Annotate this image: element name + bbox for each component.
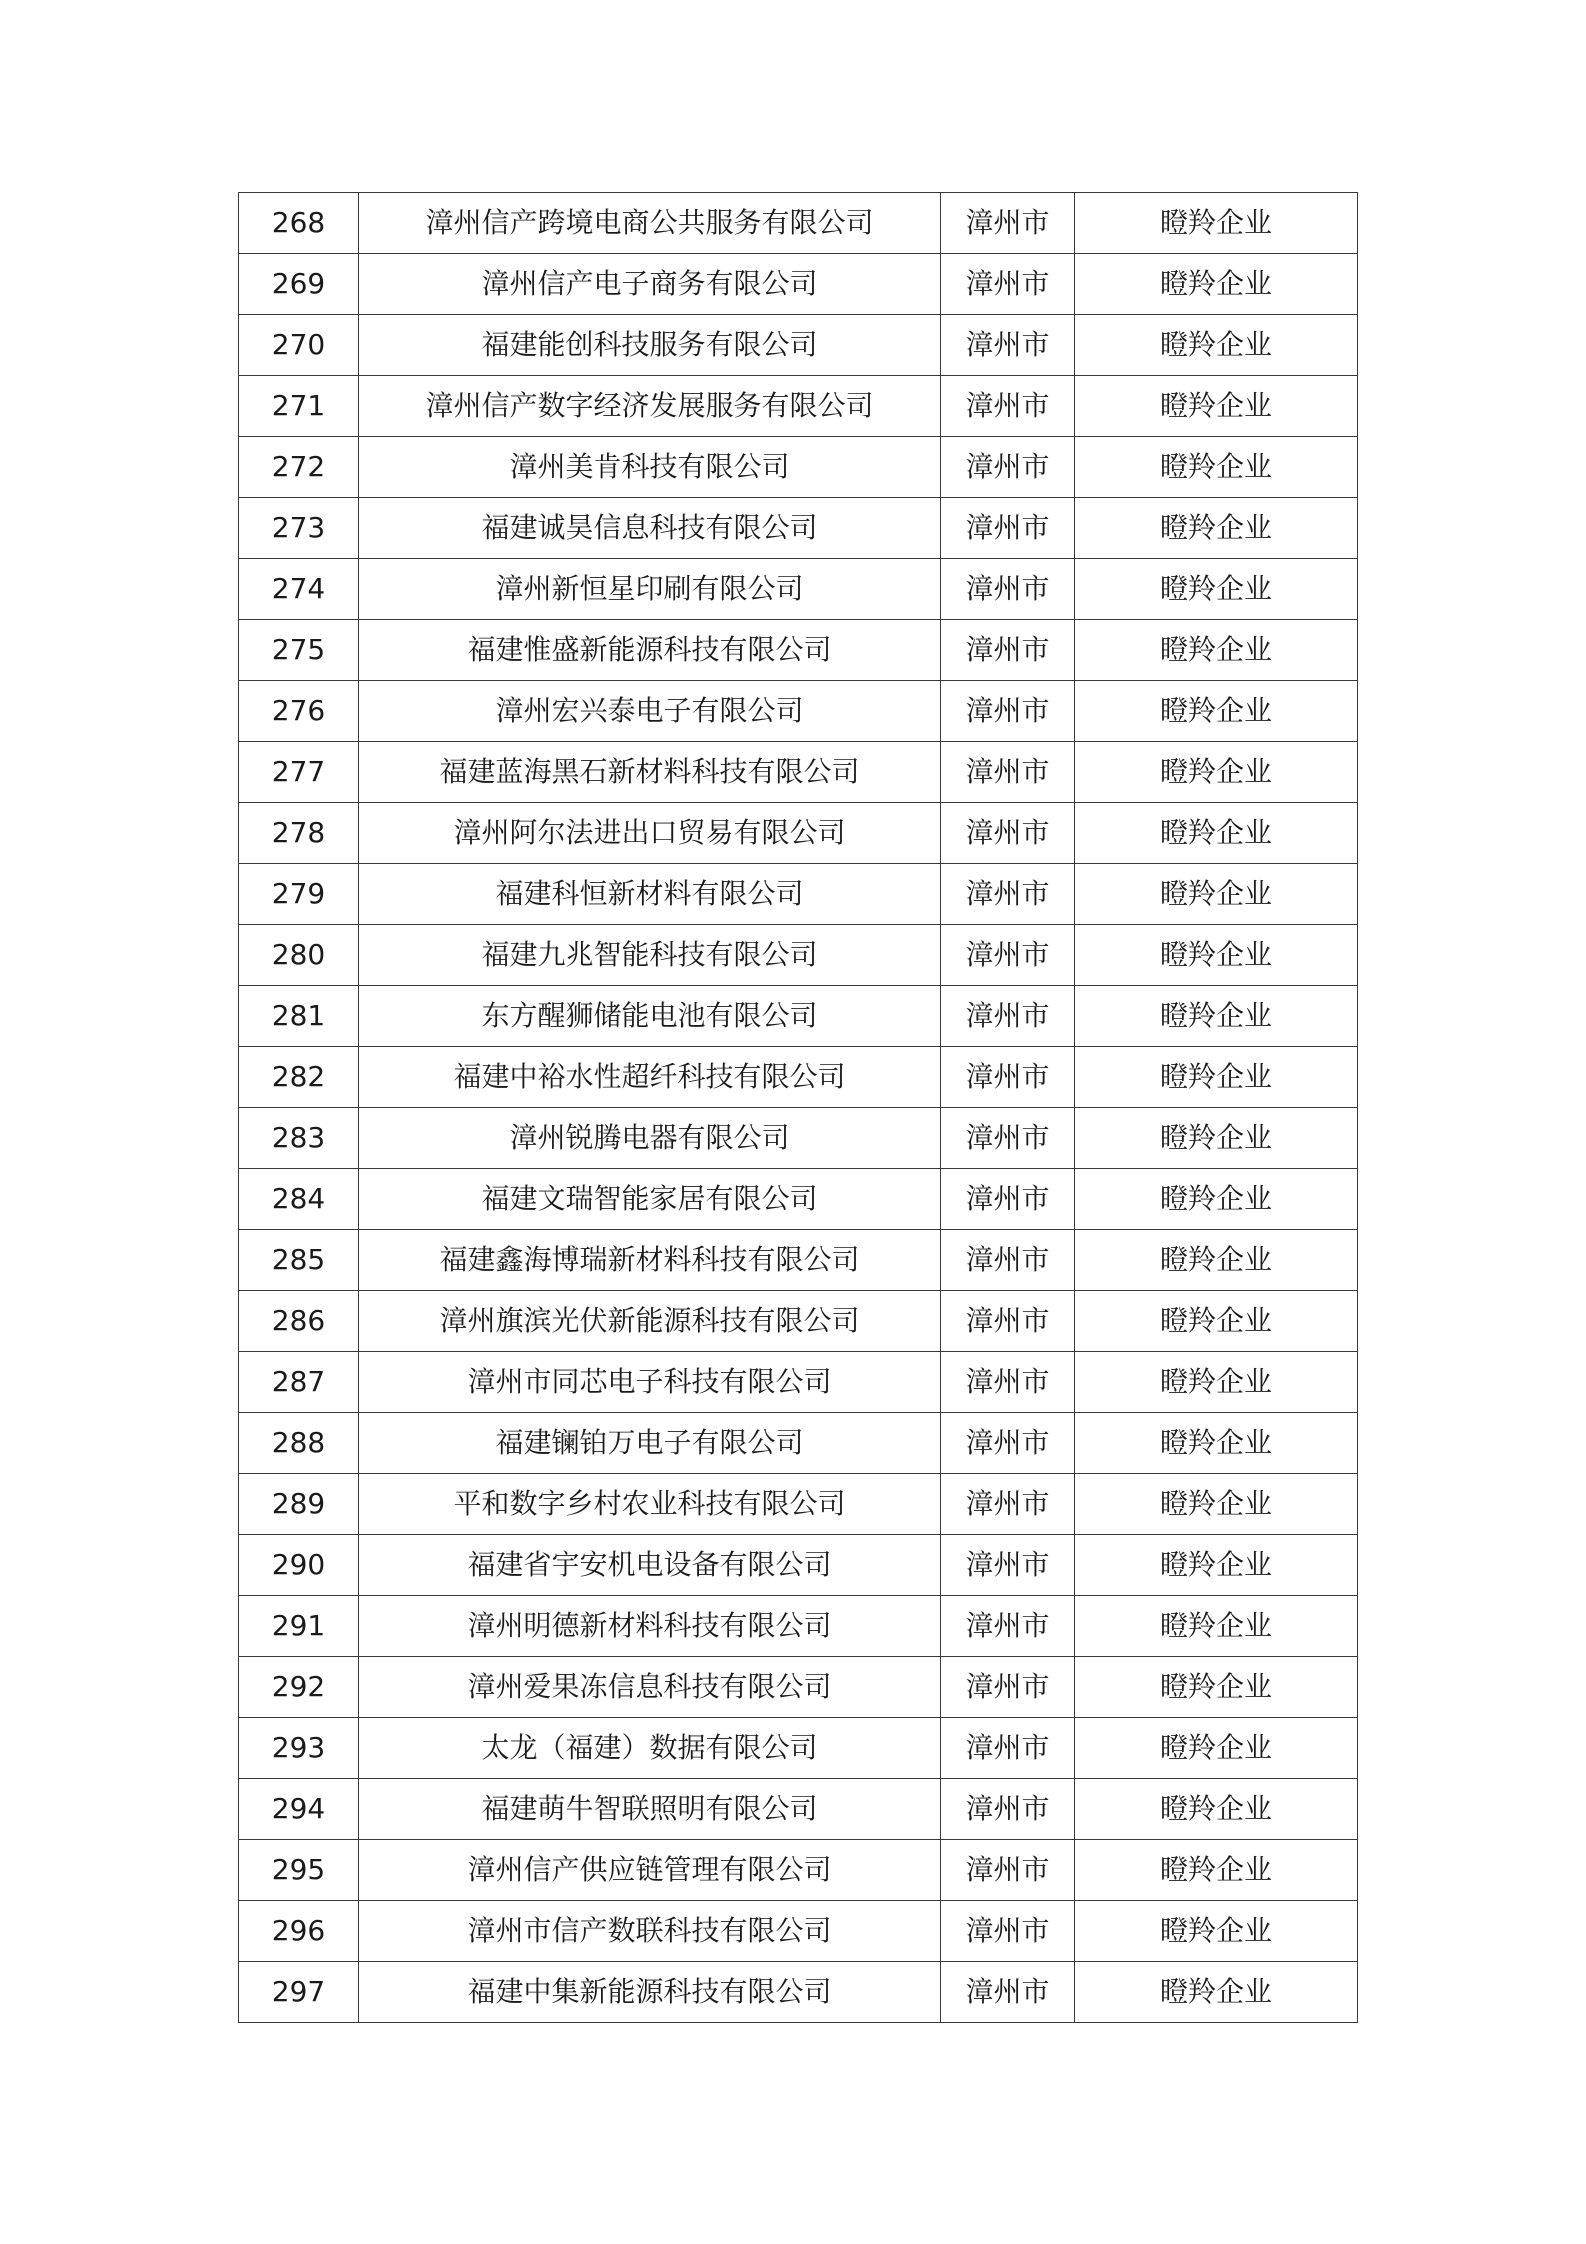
company-name-cell: 漳州市同芯电子科技有限公司	[359, 1352, 941, 1413]
city-cell: 漳州市	[941, 925, 1075, 986]
row-number-cell: 272	[239, 437, 359, 498]
company-name-cell: 福建九兆智能科技有限公司	[359, 925, 941, 986]
enterprise-type-cell: 瞪羚企业	[1075, 742, 1358, 803]
company-name-cell: 漳州旗滨光伏新能源科技有限公司	[359, 1291, 941, 1352]
company-name-cell: 漳州新恒星印刷有限公司	[359, 559, 941, 620]
enterprise-type-cell: 瞪羚企业	[1075, 1535, 1358, 1596]
enterprise-type-cell: 瞪羚企业	[1075, 1962, 1358, 2023]
row-number-cell: 270	[239, 315, 359, 376]
city-cell: 漳州市	[941, 1718, 1075, 1779]
city-cell: 漳州市	[941, 559, 1075, 620]
table-row	[239, 376, 1358, 437]
row-number-cell: 293	[239, 1718, 359, 1779]
city-cell: 漳州市	[941, 1535, 1075, 1596]
company-name-cell: 漳州宏兴泰电子有限公司	[359, 681, 941, 742]
city-cell: 漳州市	[941, 376, 1075, 437]
table-row	[239, 254, 1358, 315]
enterprise-type-cell: 瞪羚企业	[1075, 1169, 1358, 1230]
row-number-cell: 289	[239, 1474, 359, 1535]
city-cell: 漳州市	[941, 1047, 1075, 1108]
enterprise-type-cell: 瞪羚企业	[1075, 986, 1358, 1047]
city-cell: 漳州市	[941, 498, 1075, 559]
table-row	[239, 1962, 1358, 2023]
row-number-cell: 275	[239, 620, 359, 681]
company-name-cell: 福建镧铂万电子有限公司	[359, 1413, 941, 1474]
table-row	[239, 559, 1358, 620]
company-name-cell: 福建能创科技服务有限公司	[359, 315, 941, 376]
row-number-cell: 292	[239, 1657, 359, 1718]
row-number-cell: 283	[239, 1108, 359, 1169]
table-row	[239, 681, 1358, 742]
enterprise-type-cell: 瞪羚企业	[1075, 1352, 1358, 1413]
enterprise-type-cell: 瞪羚企业	[1075, 1108, 1358, 1169]
company-name-cell: 漳州市信产数联科技有限公司	[359, 1901, 941, 1962]
row-number-cell: 282	[239, 1047, 359, 1108]
city-cell: 漳州市	[941, 437, 1075, 498]
row-number-cell: 273	[239, 498, 359, 559]
table-row	[239, 620, 1358, 681]
table-row	[239, 1108, 1358, 1169]
enterprise-type-cell: 瞪羚企业	[1075, 803, 1358, 864]
enterprise-type-cell: 瞪羚企业	[1075, 1230, 1358, 1291]
company-name-cell: 福建惟盛新能源科技有限公司	[359, 620, 941, 681]
city-cell: 漳州市	[941, 1108, 1075, 1169]
row-number-cell: 271	[239, 376, 359, 437]
city-cell: 漳州市	[941, 803, 1075, 864]
row-number-cell: 286	[239, 1291, 359, 1352]
row-number-cell: 297	[239, 1962, 359, 2023]
company-name-cell: 太龙（福建）数据有限公司	[359, 1718, 941, 1779]
enterprise-type-cell: 瞪羚企业	[1075, 1779, 1358, 1840]
enterprise-type-cell: 瞪羚企业	[1075, 437, 1358, 498]
company-name-cell: 福建中集新能源科技有限公司	[359, 1962, 941, 2023]
table-row	[239, 1596, 1358, 1657]
row-number-cell: 278	[239, 803, 359, 864]
row-number-cell: 285	[239, 1230, 359, 1291]
row-number-cell: 276	[239, 681, 359, 742]
enterprise-table-body	[239, 193, 1358, 2023]
enterprise-type-cell: 瞪羚企业	[1075, 559, 1358, 620]
enterprise-type-cell: 瞪羚企业	[1075, 315, 1358, 376]
city-cell: 漳州市	[941, 315, 1075, 376]
city-cell: 漳州市	[941, 1657, 1075, 1718]
table-row	[239, 1047, 1358, 1108]
table-row	[239, 1169, 1358, 1230]
city-cell: 漳州市	[941, 1840, 1075, 1901]
enterprise-type-cell: 瞪羚企业	[1075, 1657, 1358, 1718]
row-number-cell: 281	[239, 986, 359, 1047]
row-number-cell: 284	[239, 1169, 359, 1230]
table-row	[239, 803, 1358, 864]
company-name-cell: 东方醒狮储能电池有限公司	[359, 986, 941, 1047]
table-row	[239, 1413, 1358, 1474]
enterprise-type-cell: 瞪羚企业	[1075, 193, 1358, 254]
company-name-cell: 福建诚昊信息科技有限公司	[359, 498, 941, 559]
city-cell: 漳州市	[941, 1779, 1075, 1840]
city-cell: 漳州市	[941, 1169, 1075, 1230]
row-number-cell: 294	[239, 1779, 359, 1840]
enterprise-type-cell: 瞪羚企业	[1075, 1901, 1358, 1962]
table-row	[239, 1352, 1358, 1413]
table-row	[239, 864, 1358, 925]
city-cell: 漳州市	[941, 193, 1075, 254]
enterprise-type-cell: 瞪羚企业	[1075, 1718, 1358, 1779]
row-number-cell: 288	[239, 1413, 359, 1474]
city-cell: 漳州市	[941, 1596, 1075, 1657]
company-name-cell: 漳州锐腾电器有限公司	[359, 1108, 941, 1169]
city-cell: 漳州市	[941, 681, 1075, 742]
enterprise-type-cell: 瞪羚企业	[1075, 925, 1358, 986]
row-number-cell: 279	[239, 864, 359, 925]
city-cell: 漳州市	[941, 864, 1075, 925]
city-cell: 漳州市	[941, 1291, 1075, 1352]
company-name-cell: 平和数字乡村农业科技有限公司	[359, 1474, 941, 1535]
enterprise-type-cell: 瞪羚企业	[1075, 498, 1358, 559]
company-name-cell: 福建科恒新材料有限公司	[359, 864, 941, 925]
table-row	[239, 193, 1358, 254]
row-number-cell: 296	[239, 1901, 359, 1962]
row-number-cell: 295	[239, 1840, 359, 1901]
enterprise-type-cell: 瞪羚企业	[1075, 1840, 1358, 1901]
row-number-cell: 291	[239, 1596, 359, 1657]
table-row	[239, 1535, 1358, 1596]
row-number-cell: 268	[239, 193, 359, 254]
company-name-cell: 漳州信产供应链管理有限公司	[359, 1840, 941, 1901]
enterprise-type-cell: 瞪羚企业	[1075, 864, 1358, 925]
row-number-cell: 269	[239, 254, 359, 315]
row-number-cell: 274	[239, 559, 359, 620]
city-cell: 漳州市	[941, 254, 1075, 315]
enterprise-type-cell: 瞪羚企业	[1075, 1413, 1358, 1474]
city-cell: 漳州市	[941, 1962, 1075, 2023]
row-number-cell: 290	[239, 1535, 359, 1596]
row-number-cell: 277	[239, 742, 359, 803]
table-row	[239, 742, 1358, 803]
company-name-cell: 福建萌牛智联照明有限公司	[359, 1779, 941, 1840]
company-name-cell: 漳州美肯科技有限公司	[359, 437, 941, 498]
enterprise-type-cell: 瞪羚企业	[1075, 1047, 1358, 1108]
table-row	[239, 1474, 1358, 1535]
company-name-cell: 福建中裕水性超纤科技有限公司	[359, 1047, 941, 1108]
company-name-cell: 漳州信产数字经济发展服务有限公司	[359, 376, 941, 437]
table-row	[239, 1230, 1358, 1291]
company-name-cell: 福建鑫海博瑞新材料科技有限公司	[359, 1230, 941, 1291]
enterprise-type-cell: 瞪羚企业	[1075, 254, 1358, 315]
city-cell: 漳州市	[941, 986, 1075, 1047]
table-row	[239, 1901, 1358, 1962]
company-name-cell: 福建省宇安机电设备有限公司	[359, 1535, 941, 1596]
company-name-cell: 漳州爱果冻信息科技有限公司	[359, 1657, 941, 1718]
table-row	[239, 1718, 1358, 1779]
city-cell: 漳州市	[941, 1474, 1075, 1535]
row-number-cell: 280	[239, 925, 359, 986]
table-row	[239, 1657, 1358, 1718]
company-name-cell: 漳州阿尔法进出口贸易有限公司	[359, 803, 941, 864]
enterprise-type-cell: 瞪羚企业	[1075, 620, 1358, 681]
table-row	[239, 986, 1358, 1047]
company-name-cell: 福建文瑞智能家居有限公司	[359, 1169, 941, 1230]
enterprise-type-cell: 瞪羚企业	[1075, 1596, 1358, 1657]
table-row	[239, 925, 1358, 986]
enterprise-type-cell: 瞪羚企业	[1075, 1474, 1358, 1535]
enterprise-type-cell: 瞪羚企业	[1075, 1291, 1358, 1352]
row-number-cell: 287	[239, 1352, 359, 1413]
table-row	[239, 315, 1358, 376]
table-row	[239, 437, 1358, 498]
table-row	[239, 1840, 1358, 1901]
city-cell: 漳州市	[941, 1413, 1075, 1474]
company-name-cell: 福建蓝海黑石新材料科技有限公司	[359, 742, 941, 803]
enterprise-type-cell: 瞪羚企业	[1075, 681, 1358, 742]
city-cell: 漳州市	[941, 1230, 1075, 1291]
company-name-cell: 漳州信产跨境电商公共服务有限公司	[359, 193, 941, 254]
city-cell: 漳州市	[941, 742, 1075, 803]
enterprise-table	[238, 192, 1358, 2023]
city-cell: 漳州市	[941, 1901, 1075, 1962]
city-cell: 漳州市	[941, 620, 1075, 681]
enterprise-type-cell: 瞪羚企业	[1075, 376, 1358, 437]
table-row	[239, 1291, 1358, 1352]
table-row	[239, 1779, 1358, 1840]
city-cell: 漳州市	[941, 1352, 1075, 1413]
table-row	[239, 498, 1358, 559]
company-name-cell: 漳州明德新材料科技有限公司	[359, 1596, 941, 1657]
company-name-cell: 漳州信产电子商务有限公司	[359, 254, 941, 315]
